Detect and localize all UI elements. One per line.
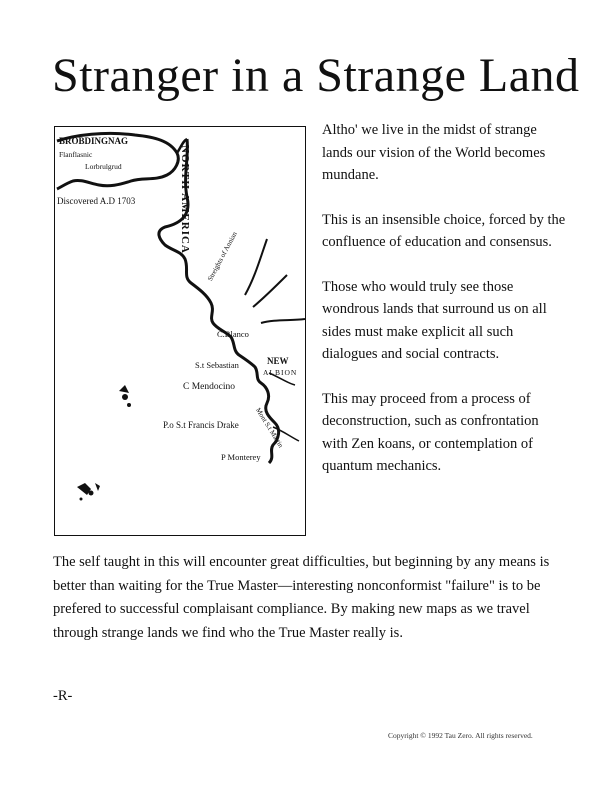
side-paragraph: Altho' we live in the midst of strange lands our vision of the World becomes mundane. <box>322 122 546 183</box>
copyright-notice: Copyright © 1992 Tau Zero. All rights reserved. <box>388 731 533 740</box>
map-label-c-blanco: C.Blanco <box>217 329 249 339</box>
map-label-discovered: Discovered A.D 1703 <box>57 196 136 206</box>
map-label-brobdingnag: BROBDINGNAG <box>59 136 129 146</box>
map-label-north-america: NORTH AMERICA <box>179 145 191 254</box>
page-title: Stranger in a Strange Land <box>52 49 580 102</box>
signoff: -R- <box>53 688 73 704</box>
map-label-new: NEW <box>267 356 289 366</box>
map-label-lorbrulgrud: Lorbrulgrud <box>85 162 122 171</box>
historical-map <box>54 126 306 536</box>
side-paragraph: Those who would truly see those wondrous lands that surround us on all sides must make explicit all such dialogues and social contracts. <box>322 278 547 362</box>
map-label-st-sebastian: S.t Sebastian <box>195 360 239 370</box>
map-label-flanflasnic: Flanflasnic <box>59 150 93 159</box>
map-label-albion: ALBION <box>263 368 298 377</box>
side-paragraph: This is an insensible choice, forced by the confluence of education and consensus. <box>322 211 566 250</box>
map-label-p-st-francis-drake: P.o S.t Francis Drake <box>163 420 239 430</box>
map-label-mont-st-martin: Mont S.t Martin <box>254 406 285 450</box>
side-paragraph: This may proceed from a process of deconstruction, such as confrontation with Zen koans, or contemplation of quantum mechanics. <box>322 390 539 474</box>
map-label-p-monterey: P Monterey <box>221 452 261 462</box>
map-label-streights: Streights of Annian <box>206 230 239 283</box>
map-label-c-mendocino: C Mendocino <box>183 382 235 392</box>
bottom-paragraph: The self taught in this will encounter great difficulties, but beginning by any means is better than waiting for the True Master—interesting nonconformist "failure" is to be prefered to successful complaisant compliance. By making new maps as we travel through strange lands we find who the True Master really is. <box>53 554 550 641</box>
side-column-text <box>322 119 567 500</box>
